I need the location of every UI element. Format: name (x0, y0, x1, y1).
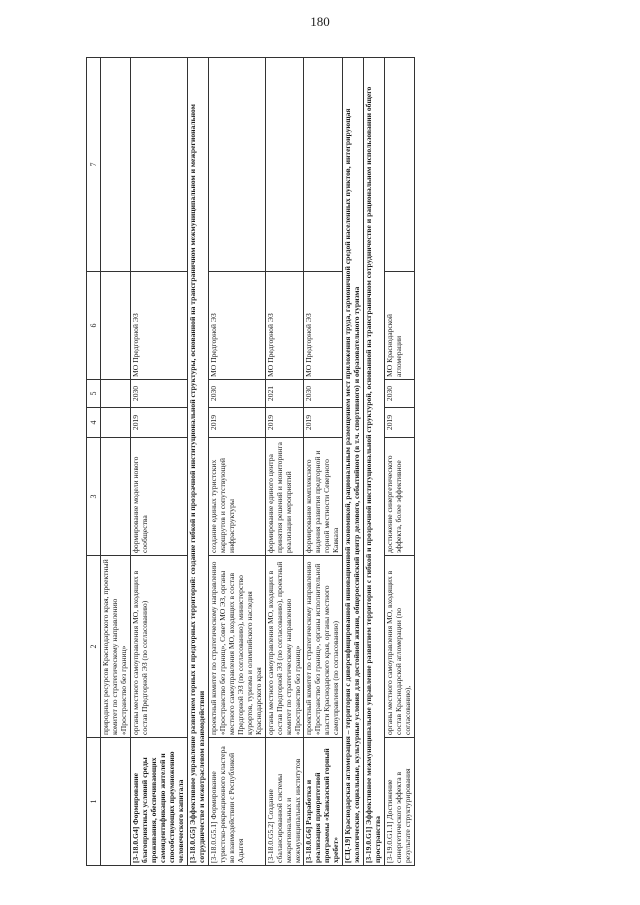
territory-cell: МО Предгорной ЭЗ (208, 272, 265, 380)
result-cell (101, 438, 131, 556)
end-year-cell: 2030 (208, 380, 265, 408)
rotated-table-frame (86, 58, 626, 866)
measure-cell: [3-18.0.G5.1] Формирование туристско-рекреационного кластера во взаимодействии с Республикой Адыгея (208, 738, 265, 866)
territory-cell: МО Предгорной ЭЗ (304, 272, 343, 380)
measure-cell: [3-19.0.G1.1] Достижение синергетического эффекта в результате структурирования (385, 738, 415, 866)
end-year-cell: 2030 (131, 380, 188, 408)
section-heading: [3-18.0.G5] Эффективное управление развитием горных и предгорных территорий: создание гибкой и прозрачной институциональной структуры, основанной на трансграничном межмуниципальном и межрегиональном сотрудничестве и межотраслевом взаимодействии (188, 58, 209, 866)
responsible-cell: органы местного самоуправления МО, входящих в состав Предгорной ЭЗ (по согласованию), проектный комитет по стратегическому направлению «Пространство без границ» (265, 556, 304, 738)
start-year-cell: 2019 (131, 408, 188, 438)
result-cell: достижение синергетического эффекта, более эффективное (385, 438, 415, 556)
column-number: 4 (87, 408, 101, 438)
column-number-header-row (87, 58, 101, 866)
start-year-cell (101, 408, 131, 438)
note-cell (101, 58, 131, 272)
measure-cell: [3-18.0.G6] Разработка и реализация приоритетной программы «Кавказский горный хребет» (304, 738, 343, 866)
section-heading: [СЦ-19] Краснодарская агломерация – территория с диверсифицированной инновационной экономикой, рациональным размещением мест приложения труда, гармоничной средой населенных пунктов, интегрирующая экологические, социальные, культурные условия для достойной жизни, общероссийский центр делового, событийного (в т.ч. спортивного) и образовательного туризма (343, 58, 364, 866)
table-row (101, 58, 131, 866)
section-row (343, 58, 364, 866)
responsible-cell: проектный комитет по стратегическому направлению «Пространство без границ», Совет МО ЭЗ, органы местного самоуправления МО, входящих в состав Предгорной ЭЗ (по согласованию), министерство курортов, туризма и олимпийского наследия Краснодарского края (208, 556, 265, 738)
end-year-cell (101, 380, 131, 408)
note-cell (304, 58, 343, 272)
start-year-cell: 2019 (304, 408, 343, 438)
column-number: 3 (87, 438, 101, 556)
measure-cell: [3-18.0.G5.2] Создание сбалансированной системы межрегиональных и межмуниципальных институтов (265, 738, 304, 866)
table-row (304, 58, 343, 866)
note-cell (208, 58, 265, 272)
note-cell (385, 58, 415, 272)
start-year-cell: 2019 (208, 408, 265, 438)
responsible-cell: органы местного самоуправления МО, входящих в состав Краснодарской агломерации (по согласованию), (385, 556, 415, 738)
territory-cell: МО Предгорной ЭЗ (131, 272, 188, 380)
result-cell: формирование комплексного видения развития предгорной и горной местности Северного Кавказа (304, 438, 343, 556)
note-cell (131, 58, 188, 272)
note-cell (265, 58, 304, 272)
territory-cell: МО Предгорной ЭЗ (265, 272, 304, 380)
column-number: 1 (87, 738, 101, 866)
table-row (265, 58, 304, 866)
section-heading: [3-19.0.G1] Эффективное межмуниципальное управление развитием территории с гибкой и прозрачной институциональной структурой, основанной на трансграничном сотрудничестве и рациональном использовании общего пространства (364, 58, 385, 866)
start-year-cell: 2019 (385, 408, 415, 438)
start-year-cell: 2019 (265, 408, 304, 438)
table-container (86, 58, 626, 866)
measure-cell: [3-18.0.G4] Формирование благоприятных условий среды проживания, обеспечивающих самоидентификацию жителей и способствующих преумножению человеческого капитала (131, 738, 188, 866)
table-row (385, 58, 415, 866)
responsible-cell: органы местного самоуправления МО, входящих в состав Предгорной ЭЗ (по согласованию) (131, 556, 188, 738)
section-row (188, 58, 209, 866)
result-cell: формирование модели нового сообщества (131, 438, 188, 556)
end-year-cell: 2030 (385, 380, 415, 408)
plan-table (86, 57, 415, 866)
result-cell: создание единых туристских маршрутов и сопутствующей инфраструктуры (208, 438, 265, 556)
table-row (131, 58, 188, 866)
column-number: 2 (87, 556, 101, 738)
end-year-cell: 2030 (304, 380, 343, 408)
responsible-cell: проектный комитет по стратегическому направлению «Пространство без границ», органы исполнительной власти Краснодарского края, органы местного самоуправления (по согласованию) (304, 556, 343, 738)
territory-cell (101, 272, 131, 380)
measure-cell (101, 738, 131, 866)
page-number: 180 (310, 14, 330, 29)
end-year-cell: 2021 (265, 380, 304, 408)
territory-cell: МО Краснодарской агломерации (385, 272, 415, 380)
column-number: 7 (87, 58, 101, 272)
table-row (208, 58, 265, 866)
column-number: 5 (87, 380, 101, 408)
column-number: 6 (87, 272, 101, 380)
responsible-cell: природных ресурсов Краснодарского края, проектный комитет по стратегическому направлению «Пространство без границ» (101, 556, 131, 738)
section-row (364, 58, 385, 866)
result-cell: формирование единого центра принятия решений и мониторинга реализации мероприятий (265, 438, 304, 556)
